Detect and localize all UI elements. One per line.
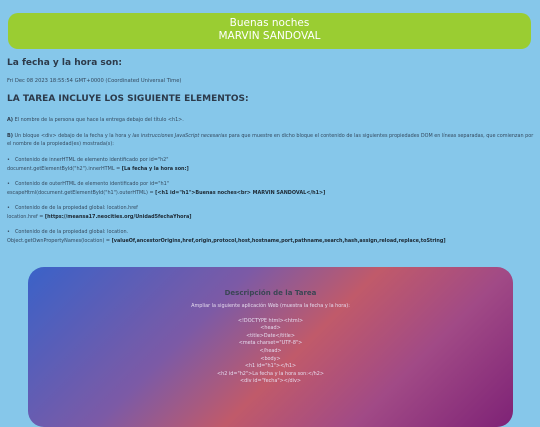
requirement-a-letter: A) [7, 117, 14, 123]
date-heading: La fecha y la hora son: [7, 58, 122, 68]
requirement-b-italic: las instrucciones JavaScript necesarias [132, 133, 228, 139]
code-line: <body> [260, 355, 281, 362]
list-item-location-href [7, 204, 535, 221]
bullet: • [7, 229, 10, 235]
item-value: [<h1 id="h1">Buenas noches<br> MARVIN SANDOVAL</h1>] [155, 189, 326, 196]
item-code: document.getElementById("h2").innerHTML = [7, 165, 122, 172]
requirement-b-letter: B) [7, 133, 13, 139]
item-label: Contenido de de la propiedad global: location. [15, 229, 129, 235]
code-line: <h2 id="h2">La fecha y la hora son:</h2> [217, 370, 324, 377]
code-line: <h1 id="h1"></h1> [244, 363, 297, 370]
requirements-title: LA TAREA INCLUYE LOS SIGUIENTE ELEMENTOS: [7, 94, 249, 104]
user-name: MARVIN SANDOVAL [218, 30, 321, 42]
list-item-outerhtml [7, 180, 535, 197]
bullet: • [7, 205, 10, 211]
item-value: [https://meansa17.neocities.org/Unidad5fechaYhora] [44, 213, 192, 220]
requirement-b [7, 132, 535, 148]
item-value: [valueOf,ancestorOrigins,href,origin,protocol,host,hostname,port,pathname,search,hash,assign,reload,replace,toString] [111, 237, 446, 244]
card-intro: Ampliar la siguiente aplicación Web (muestra la fecha y la hora): [191, 303, 350, 309]
main-content [7, 58, 535, 252]
code-line: <title>Date</title> [246, 332, 295, 339]
item-code: escapeHtml(document.getElementById("h1").outerHTML) = [7, 189, 156, 196]
requirement-b-text-1: Un bloque <div> debajo de la fecha y la hora y [12, 133, 133, 139]
card-title: Descripción de la Tarea [224, 289, 317, 297]
requirement-b-text-2: para que muestre en dicho bloque el contenido de las siguientes propiedades DOM en líneas separadas, que comienzan por el nombre de la propiedad(es) mostrada(s): [7, 133, 534, 147]
current-datetime: Fri Dec 08 2023 18:55:54 GMT+0000 (Coordinated Universal Time) [7, 78, 182, 84]
code-line: <head> [260, 325, 281, 332]
bullet: • [7, 157, 10, 163]
code-line: <div id="fecha"></div> [240, 378, 301, 385]
item-label: Contenido de innerHTML de elemento identificado por id="h2" [15, 157, 169, 163]
code-line: <!DOCTYPE html><html> [237, 317, 304, 324]
requirement-a-text: El nombre de la persona que hace la entrega debajo del título <h1>. [13, 117, 184, 123]
list-item-innerhtml [7, 156, 535, 173]
list-item-location-props [7, 228, 535, 245]
item-label: Contenido de outerHTML de elemento identificado por id="h1" [15, 181, 169, 187]
code-line: <meta charset="UTF-8"> [238, 340, 303, 347]
bullet: • [7, 181, 10, 187]
item-code: Object.getOwnPropertyNames(location) = [7, 237, 112, 244]
task-description-card [28, 267, 513, 427]
code-line: </head> [259, 347, 282, 354]
greeting-text: Buenas noches [229, 17, 310, 29]
requirement-a [7, 116, 535, 124]
item-code: location.href = [7, 213, 45, 220]
item-label: Contenido de de la propiedad global: location.href [15, 205, 138, 211]
item-value: [La fecha y la hora son:] [121, 165, 189, 172]
greeting-header [8, 13, 531, 49]
